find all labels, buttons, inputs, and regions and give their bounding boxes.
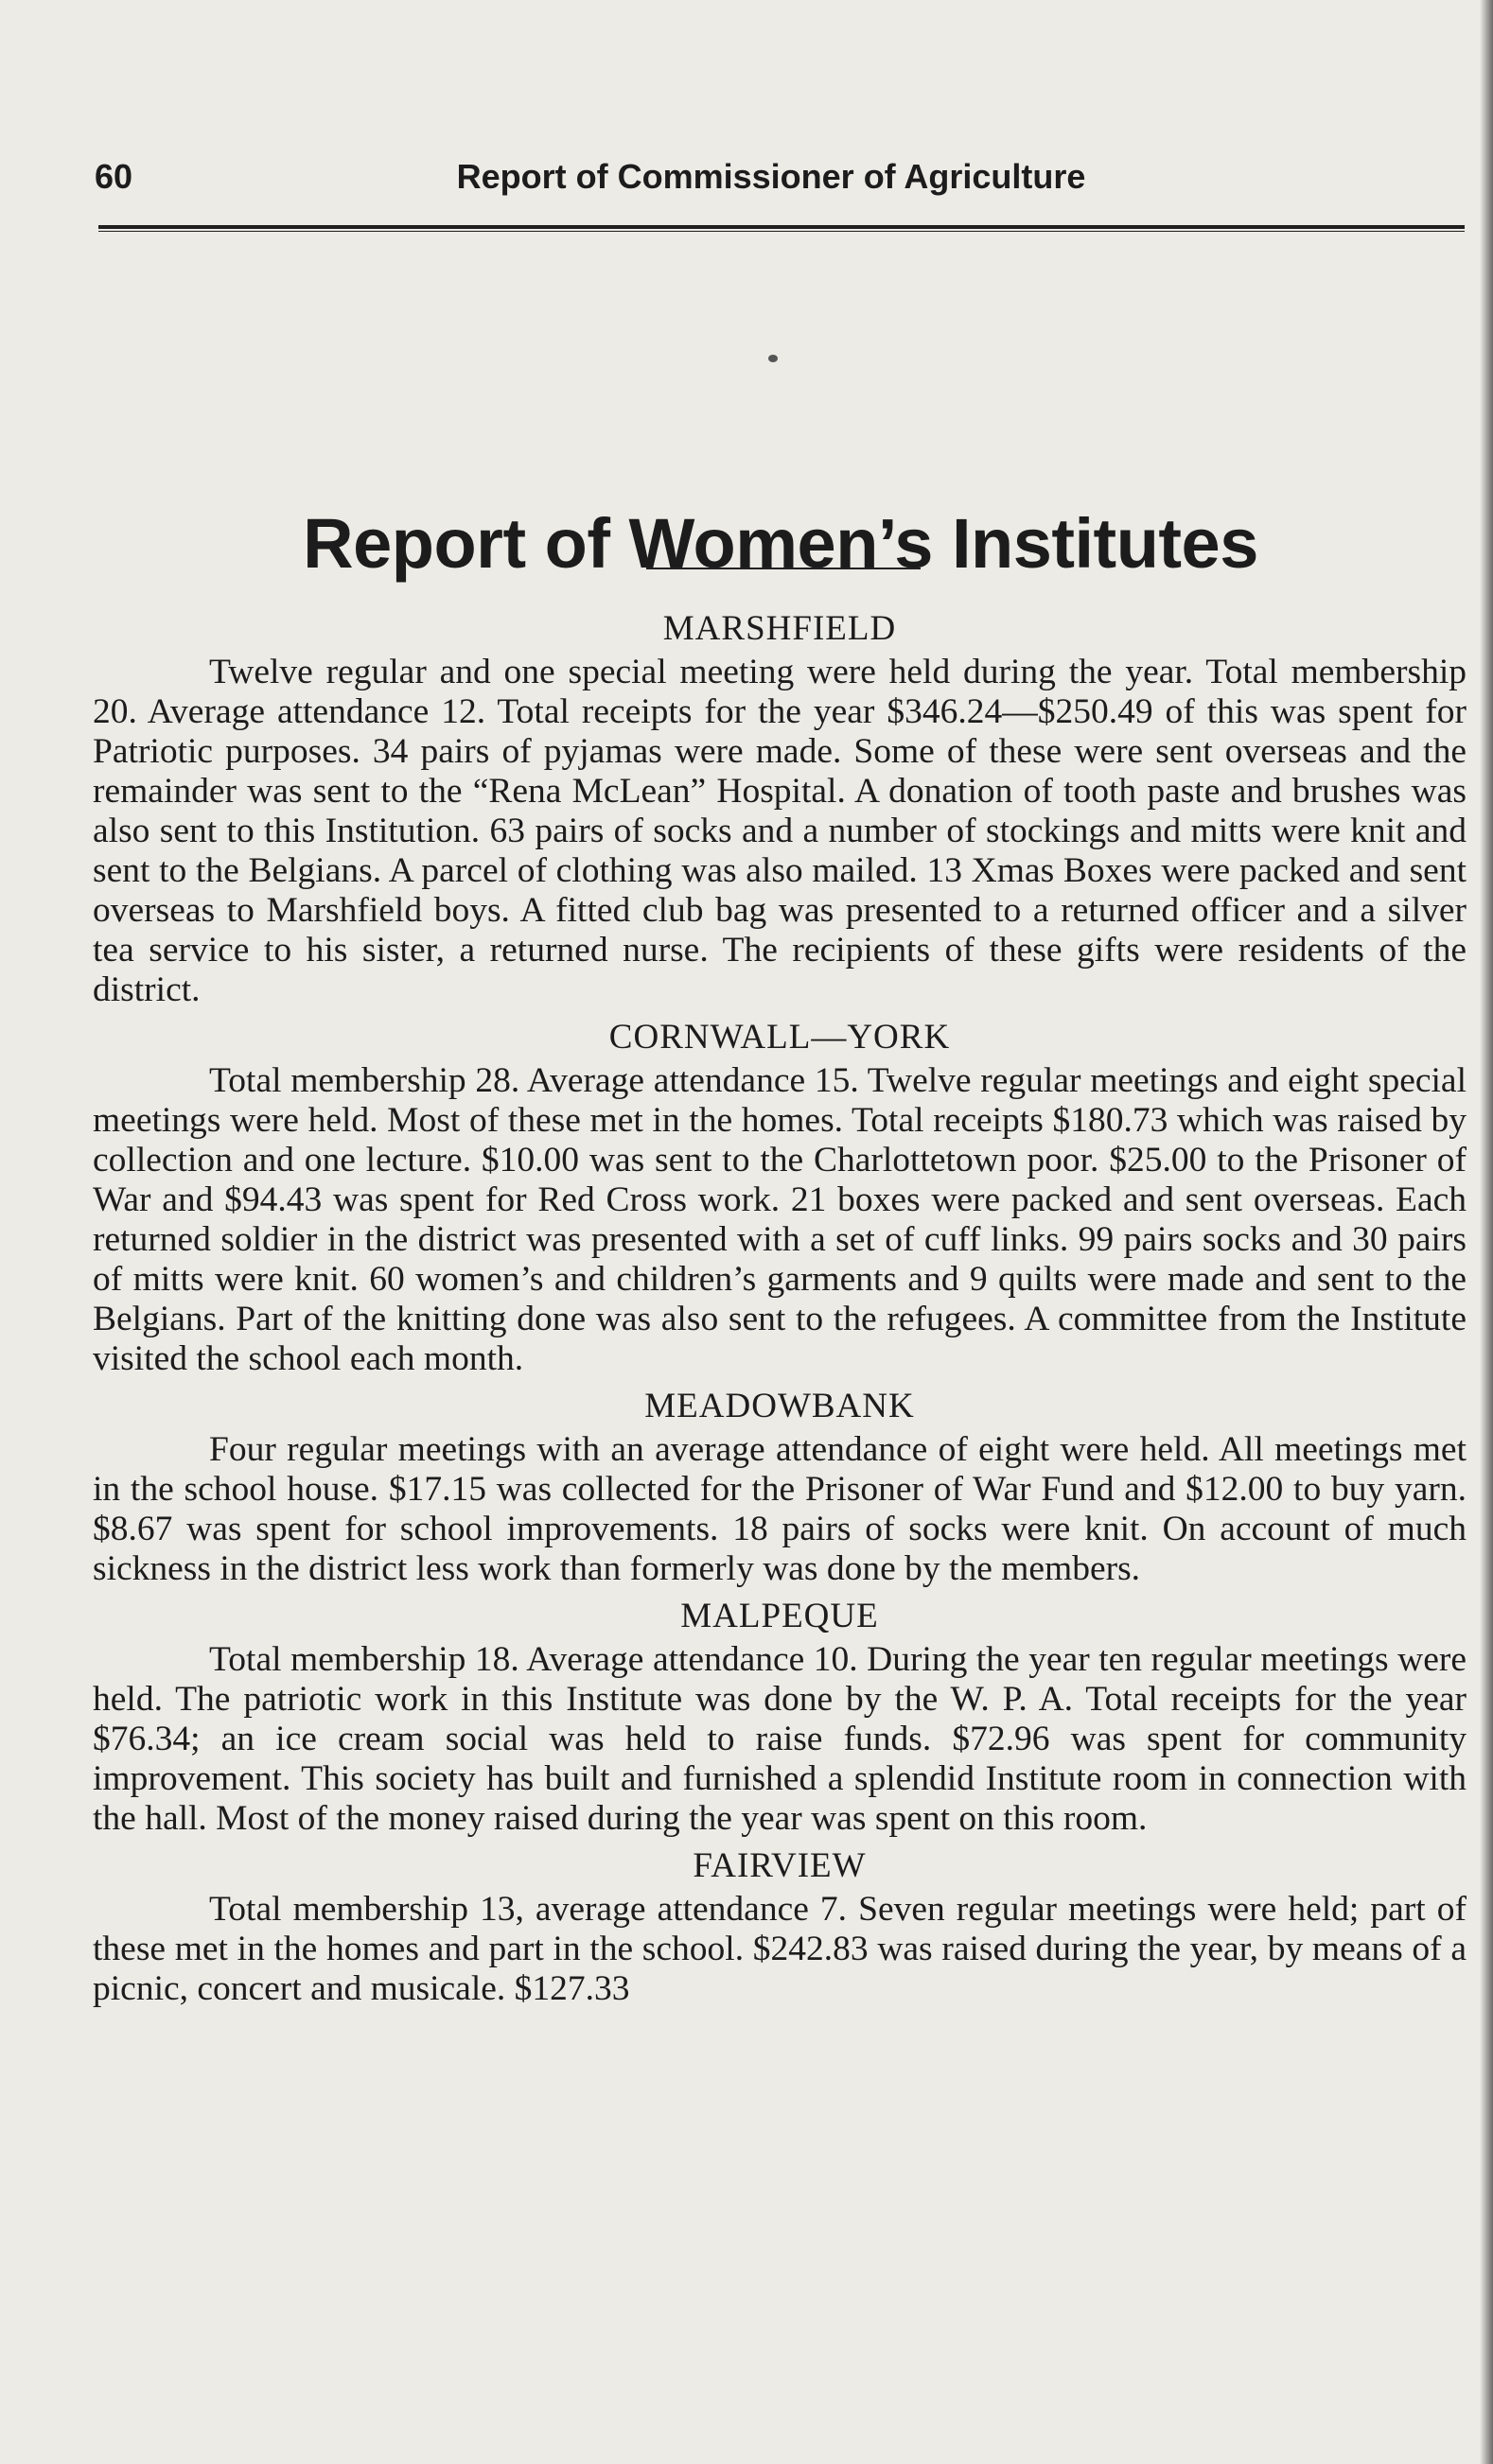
title-rule (646, 568, 921, 569)
section-heading-meadowbank: MEADOWBANK (644, 1387, 915, 1425)
section-text-cornwall-york: Total membership 28. Average attendance 15. Twelve regular meetings and eight special meetings were held. Most of these met in the homes. Total receipts $180.73 which was raised by collection and one lecture. $10.00 was sent to the Charlottetown poor. $25.00 to the Prisoner of War and $94.43 was spent for Red Cross work. 21 boxes were packed and sent overseas. Each returned soldier in the district was presented with a set of cuff links. 99 pairs socks and 30 pairs of mitts were knit. 60 women’s and children’s garments and 9 quilts were made and sent to the Belgians. Part of the knitting done was also sent to the refugees. A committee from the Institute visited the school each month. (93, 1061, 1467, 1378)
report-body (93, 605, 1467, 2009)
section-text-malpeque: Total membership 18. Average attendance 10. During the year ten regular meetings were held. The patriotic work in this Institute was done by the W. P. A. Total receipts for the year $76.34; an ice cream social was held to raise funds. $72.96 was spent for community improvement. This society has built and furnished a splendid Institute room in connection with the hall. Most of the money raised during the year was spent on this room. (93, 1640, 1467, 1838)
header-rule (98, 225, 1465, 232)
running-head (95, 153, 1467, 201)
section-text-marshfield: Twelve regular and one special meeting were held during the year. Total membership 20. Average attendance 12. Total receipts for the year $346.24—$250.49 of this was spent for Patriotic purposes. 34 pairs of pyjamas were made. Some of these were sent overseas and the remainder was sent to the “Rena McLean” Hospital. A donation of tooth paste and brushes was also sent to this Institution. 63 pairs of socks and a number of stockings and mitts were knit and sent to the Belgians. A parcel of clothing was also mailed. 13 Xmas Boxes were packed and sent overseas to Marshfield boys. A fitted club bag was presented to a returned officer and a silver tea service to his sister, a returned nurse. The recipients of these gifts were residents of the district. (93, 653, 1467, 1009)
print-speck (768, 355, 778, 362)
section-text-meadowbank: Four regular meetings with an average attendance of eight were held. All meetings met in the school house. $17.15 was collected for the Prisoner of War Fund and $12.00 to buy yarn. $8.67 was spent for school improvements. 18 pairs of socks were knit. On account of much sickness in the district less work than formerly was done by the members. (93, 1430, 1467, 1588)
binding-shadow (1480, 0, 1493, 2464)
section-heading-marshfield: MARSHFIELD (662, 609, 897, 648)
section-heading-fairview: FAIRVIEW (693, 1846, 867, 1885)
section-text-fairview: Total membership 13, average attendance 7. Seven regular meetings were held; part of these met in the homes and part in the school. $242.83 was raised during the year, by means of a picnic, concert and musicale. $127.33 (93, 1890, 1467, 2008)
section-heading-cornwall-york: CORNWALL—YORK (608, 1018, 951, 1057)
running-title: Report of Commissioner of Agriculture (456, 157, 1086, 196)
page-title: Report of Women’s Institutes (303, 503, 1258, 583)
section-heading-malpeque: MALPEQUE (680, 1597, 879, 1635)
page-number: 60 (95, 157, 133, 196)
